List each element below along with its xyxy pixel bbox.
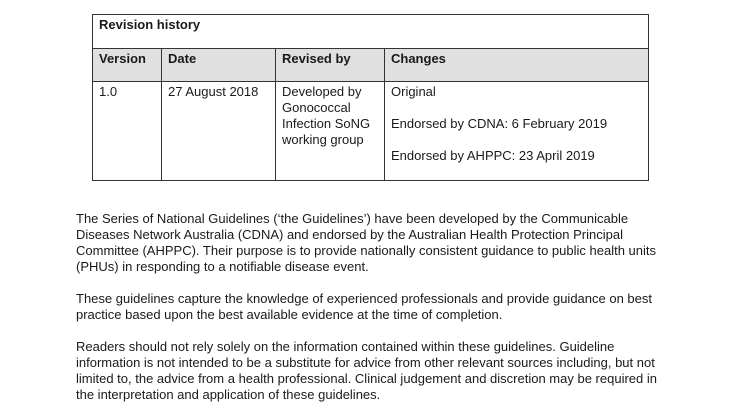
cell-changes — [385, 82, 649, 181]
paragraph-disclaimer: Readers should not rely solely on the information contained within these guidelines. Guideline information is not intended to be a substitute for advice from other relevant sources including, but not limited to, the advice from a health professional. Clinical judgement and discretion may be required in the interpretation and application of these guidelines. — [76, 339, 657, 402]
cell-date: 27 August 2018 — [162, 82, 276, 181]
paragraph-knowledge: These guidelines capture the knowledge of experienced professionals and provide guidance on best practice based upon the best available evidence at the time of completion. — [76, 291, 652, 322]
change-item: Original — [391, 84, 436, 99]
header-version: Version — [93, 49, 162, 82]
header-changes: Changes — [385, 49, 649, 82]
body-text — [76, 211, 676, 419]
table-title: Revision history — [93, 15, 649, 49]
paragraph-purpose: The Series of National Guidelines (‘the Guidelines’) have been developed by the Communicable Diseases Network Australia (CDNA) and endorsed by the Australian Health Protection Principal Committee (AHPPC). Their purpose is to provide nationally consistent guidance to public health units (PHUs) in responding to a notifiable disease event. — [76, 211, 657, 274]
cell-version: 1.0 — [93, 82, 162, 181]
change-item: Endorsed by CDNA: 6 February 2019 — [391, 116, 608, 131]
table-row — [93, 82, 649, 181]
cell-revised-by: Developed by Gonococcal Infection SoNG working group — [276, 82, 385, 181]
revision-history-table — [92, 14, 649, 181]
change-item: Endorsed by AHPPC: 23 April 2019 — [391, 148, 595, 163]
header-date: Date — [162, 49, 276, 82]
header-row — [93, 49, 649, 82]
header-revised-by: Revised by — [276, 49, 385, 82]
